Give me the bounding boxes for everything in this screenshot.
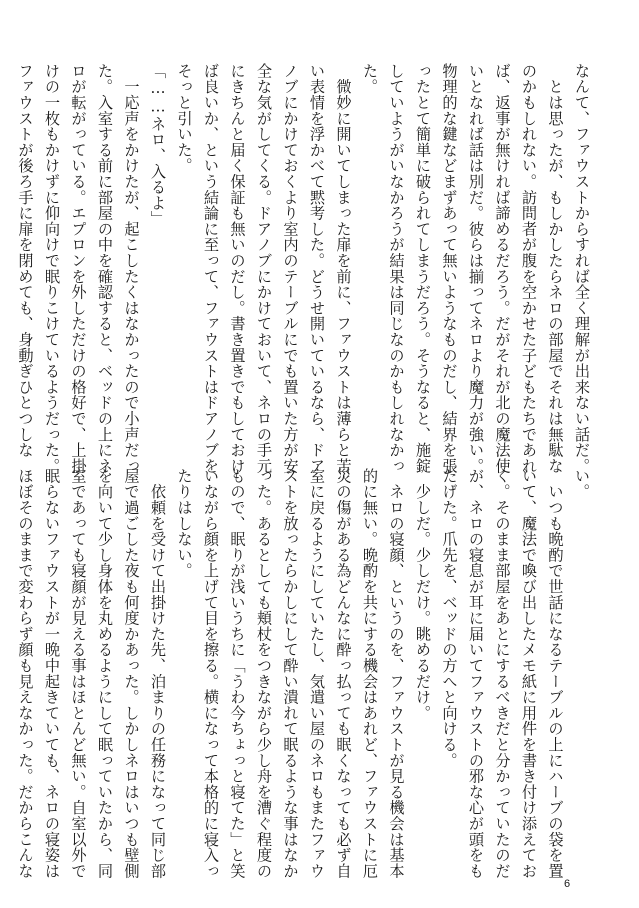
- text-line: たげた。爪先を、ベッドの方へと向ける。: [440, 468, 459, 769]
- text-line: ほぼそのままで変わらず顔も見えなかった。だからこんな: [16, 468, 35, 879]
- text-line: ファウストが後ろ手に扉を閉めても、身動ぎひとつしな: [16, 63, 35, 458]
- text-line: 依頼を受けて出掛けた先、泊まりの任務になって同じ部: [149, 468, 167, 879]
- text-line: 眠らないファウストが一晩中起きていても、ネロの寝姿は: [43, 468, 61, 879]
- text-line: のかもしれない。訪問者が腹を空かせた子どもたちであれ: [520, 63, 538, 474]
- text-line: ば良いか、という結論に至って、ファウストはドアノブを: [202, 63, 220, 474]
- text-line: 少しだ。少しだけ。眺めるだけ。: [414, 468, 432, 721]
- text-line: い表情を浮かべて黙考した。どうせ開いているなら、ドア: [308, 63, 326, 474]
- text-line: く。そのまま部屋をあとにするべきだと分かっていたのだ: [493, 468, 512, 879]
- text-line: けの一枚もかけずに仰向けで眠りこけているようだった。: [43, 63, 61, 474]
- text-line: 災の傷がある為どんなに酔っ払っても眠くなっても必ず自: [334, 468, 353, 879]
- page-number: 6: [564, 878, 571, 890]
- text-line: いながら顔を上げて目を擦る。横になって本格的に寝入っ: [202, 468, 220, 879]
- text-line: が、ネロの寝息が耳に届いてファウストの邪な心が頭をも: [467, 468, 485, 879]
- text-line: 一応声をかけたが、起こしたくはなかったので小声だっ: [122, 63, 141, 474]
- text-line: 微妙に開いてしまった扉を前に、ファウストは薄らと苦: [334, 63, 353, 474]
- text-line: 物理的な鍵などまずあって無いようなものだし、結界を張: [440, 63, 459, 474]
- text-line: いて、魔法で喚び出したメモ紙に用件を書き付け添えてお: [520, 468, 538, 879]
- text-line: ノブにかけておくより室内のテーブルにでも置いた方が安: [281, 63, 300, 474]
- text-line: にきちんと届く保証も無いのだし。書き置きでもしておけ: [228, 63, 247, 474]
- text-line: いつも晩酌で世話になるテーブルの上にハーブの袋を置: [546, 468, 565, 879]
- text-line: していようがいなかろうが結果は同じなのかもしれなかっ: [387, 63, 406, 474]
- upper-text-block: [16, 63, 595, 474]
- text-line: たりはしない。: [175, 468, 194, 579]
- text-line: 「……ネロ、入るよ」: [149, 63, 167, 227]
- text-line: いとなれば話は別だ。彼らは揃ってネロより魔力が強い。: [467, 63, 485, 474]
- text-line: た。入室する前に部屋の中を確認すると、ベッドの上にネ: [96, 63, 114, 474]
- text-line: 的に無い。晩酌を共にする機会はあれど、ファウストに厄: [361, 468, 379, 879]
- text-line: 屋で過ごした夜も何度かあった。しかしネロはいつも壁側: [122, 468, 141, 879]
- text-line: い。: [573, 468, 591, 500]
- text-line: 室に戻るようにしていたし、気遣い屋のネロもまたファウ: [308, 468, 326, 879]
- lower-text-block: [16, 468, 595, 879]
- text-line: ロが転がっている。エプロンを外しただけの格好で、上掛: [69, 63, 88, 474]
- text-line: を向いて少し身体を丸めるようにして眠っていたから、同: [96, 468, 114, 879]
- text-line: ったとて簡単に破られてしまうだろう。そうなると、施錠: [414, 63, 432, 474]
- text-line: もので、眠りが浅いうちに「うわ今ちょっと寝てた」と笑: [228, 468, 247, 879]
- text-line: なんて、ファウストからすれば全く理解が出来ない話だ。: [573, 63, 591, 474]
- text-line: ネロの寝顔、というのを、ファウストが見る機会は基本: [387, 468, 406, 879]
- text-line: ストを放ったらかしにして酔い潰れて眠るような事はなか: [281, 468, 300, 879]
- text-line: とは思ったが、もしかしたらネロの部屋でそれは無駄な: [546, 63, 565, 474]
- text-line: ば、返事が無ければ諦めるだろう。だがそれが北の魔法使: [493, 63, 512, 474]
- text-line: た。: [361, 63, 379, 95]
- text-line: そっと引いた。: [175, 63, 194, 174]
- text-line: 全な気がしてくる。ドアノブにかけておいて、ネロの手元: [255, 63, 273, 474]
- text-line: 室であっても寝顔が見える事はほとんど無い。自室以外で: [69, 468, 88, 879]
- text-line: った。あるとしても頬杖をつきながら少し舟を漕ぐ程度の: [255, 468, 273, 879]
